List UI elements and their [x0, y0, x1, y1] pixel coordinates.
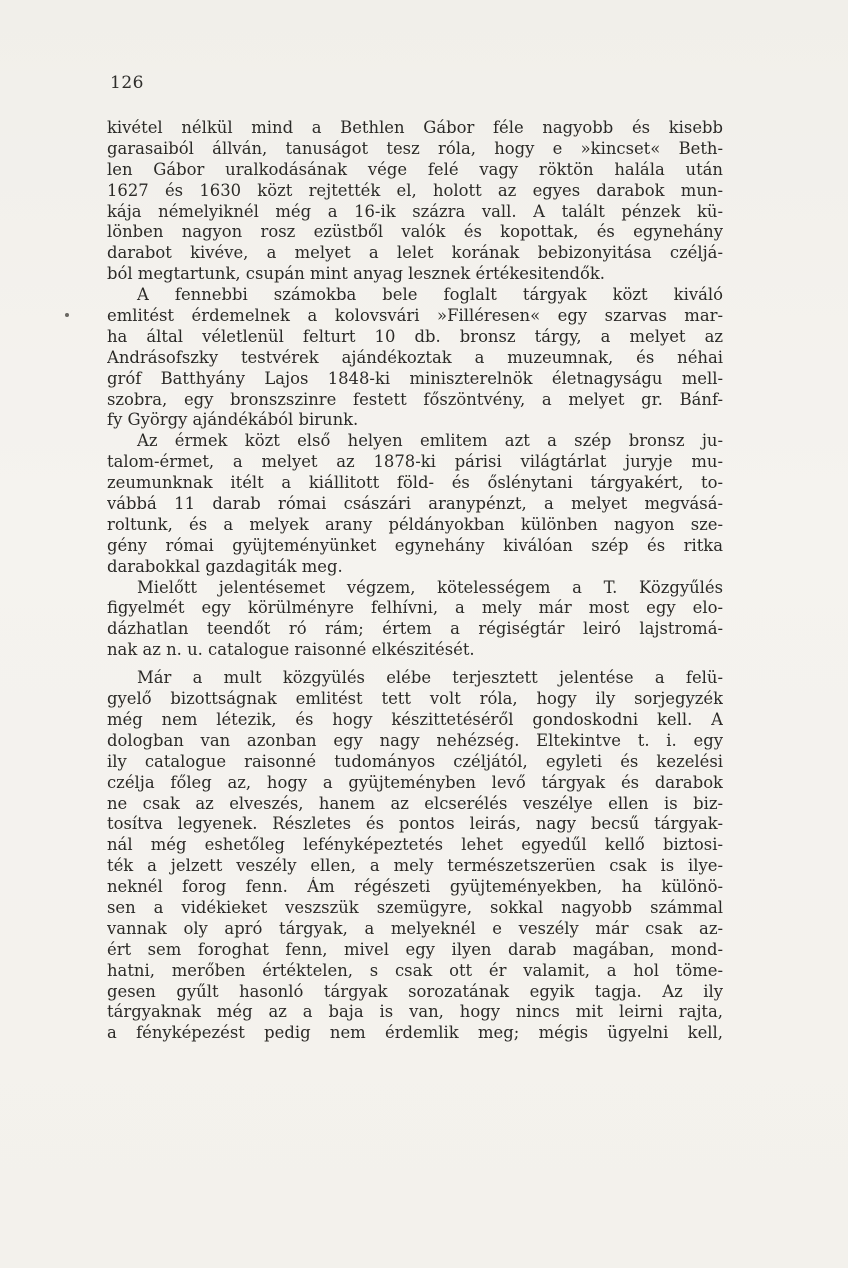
text-line: ha által véletlenül felturt 10 db. bronsz tárgy, a melyet az [107, 326, 723, 346]
margin-mark [65, 313, 69, 317]
text-line: len Gábor uralkodásának vége felé vagy röktön halála után [107, 159, 723, 179]
text-line: dologban van azonban egy nagy nehézség. Eltekintve t. i. egy [107, 730, 723, 750]
text-line: ték a jelzett veszély ellen, a mely természetszerüen csak is ilye- [107, 856, 723, 876]
body-text [107, 118, 723, 1044]
text-line: vábbá 11 darab római császári aranypénzt, a melyet megvásá- [107, 494, 723, 514]
text-line: neknél forog fenn. Ám régészeti gyüjteményekben, ha különö- [107, 877, 723, 897]
text-line: lönben nagyon rosz ezüstből valók és kopottak, és egynehány [107, 222, 723, 242]
text-line: szobra, egy bronszszinre festett főszöntvény, a melyet gr. Bánf- [107, 389, 723, 409]
text-line: fy György ajándékából birunk. [107, 410, 359, 430]
paragraph-gap [107, 661, 723, 668]
text-line: talom-érmet, a melyet az 1878-ki párisi világtárlat juryje mu- [107, 452, 723, 472]
text-line: ne csak az elveszés, hanem az elcserélés veszélye ellen is biz- [107, 793, 723, 813]
text-line: darabokkal gazdagiták meg. [107, 556, 343, 576]
text-line: emlitést érdemelnek a kolovsvári »Filléresen« egy szarvas mar- [107, 306, 723, 326]
text-line: tárgyaknak még az a baja is van, hogy nincs mit leirni rajta, [107, 1002, 723, 1022]
paragraph [107, 668, 723, 1044]
text-line: A fennebbi számokba bele foglalt tárgyak közt kiváló [137, 285, 723, 305]
text-line: roltunk, és a melyek arany példányokban különben nagyon sze- [107, 514, 723, 534]
text-line: ért sem foroghat fenn, mivel egy ilyen darab magában, mond- [107, 939, 723, 959]
text-line: 1627 és 1630 közt rejtették el, holott az egyes darabok mun- [107, 180, 723, 200]
paragraph [107, 285, 723, 431]
text-line: hatni, merőben értéktelen, s csak ott ér valamit, a hol töme- [107, 960, 723, 980]
text-line: ily catalogue raisonné tudományos czéljától, egyleti és kezelési [107, 751, 723, 771]
text-line: garasaiból állván, tanuságot tesz róla, hogy e »kincset« Beth- [107, 138, 723, 158]
text-line: gesen gyűlt hasonló tárgyak sorozatának egyik tagja. Az ily [107, 981, 723, 1001]
text-line: zeumunknak itélt a kiállitott föld- és őslénytani tárgyakért, to- [107, 473, 723, 493]
text-line: figyelmét egy körülményre felhívni, a mely már most egy elo- [107, 598, 723, 618]
text-line: ból megtartunk, csupán mint anyag lesznek értékesitendők. [107, 264, 606, 284]
text-line: sen a vidékieket veszszük szemügyre, sokkal nagyobb számmal [107, 897, 723, 917]
text-line: Már a mult közgyülés elébe terjesztett jelentése a felü- [137, 668, 723, 688]
text-line: kája némelyiknél még a 16-ik százra vall. A talált pénzek kü- [107, 201, 723, 221]
text-line: nak az n. u. catalogue raisonné elkészitését. [107, 640, 475, 660]
page-number: 126 [110, 73, 144, 93]
text-line: Az érmek közt első helyen emlitem azt a szép bronsz ju- [137, 431, 723, 451]
text-line: tosítva legyenek. Részletes és pontos leirás, nagy becsű tárgyak- [107, 814, 723, 834]
text-line: Mielőtt jelentésemet végzem, kötelességem a T. Közgyűlés [137, 577, 723, 597]
text-line: még nem létezik, és hogy készittetéséről gondoskodni kell. A [107, 709, 723, 729]
text-line: czélja főleg az, hogy a gyüjteményben levő tárgyak és darabok [107, 772, 723, 792]
text-line: a fényképezést pedig nem érdemlik meg; mégis ügyelni kell, [107, 1023, 723, 1043]
text-line: vannak oly apró tárgyak, a melyeknél e veszély már csak az- [107, 918, 723, 938]
text-line: gény római gyüjteményünket egynehány kiválóan szép és ritka [107, 535, 723, 555]
text-line: darabot kivéve, a melyet a lelet korának bebizonyitása czéljá- [107, 243, 723, 263]
paragraph [107, 431, 723, 577]
text-line: gróf Batthyány Lajos 1848-ki miniszterelnök életnagyságu mell- [107, 368, 723, 388]
text-line: dázhatlan teendőt ró rám; értem a régiségtár leiró lajstromá- [107, 619, 723, 639]
paragraph [107, 578, 723, 662]
text-line: gyelő bizottságnak emlitést tett volt róla, hogy ily sorjegyzék [107, 689, 723, 709]
text-line: nál még eshetőleg lefényképeztetés lehet egyedűl kellő biztosi- [107, 835, 723, 855]
text-line: kivétel nélkül mind a Bethlen Gábor féle nagyobb és kisebb [107, 118, 723, 137]
text-line: Andrásofszky testvérek ajándékoztak a muzeumnak, és néhai [107, 347, 723, 367]
paragraph [107, 118, 723, 285]
